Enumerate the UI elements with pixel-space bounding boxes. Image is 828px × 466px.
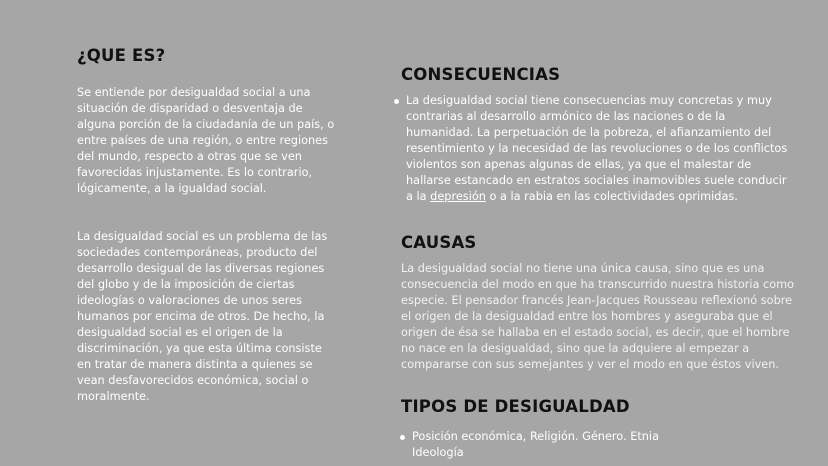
tipos-line-1: Posición económica, Religión. Género. Etnia	[412, 430, 659, 443]
consecuencias-list-item	[394, 93, 788, 205]
que-es-paragraph-2: La desigualdad social es un problema de las sociedades contemporáneas, producto del desarrollo desigual de las diversas regiones del globo y de la imposición de ciertas ideologías o valoraciones de unos seres humanos por encima de otros. De hecho, la desigualdad social es el origen de la discriminación, ya que esta última consiste en tratar de manera distinta a quienes se vean desfavorecidos económica, social o moralmente.	[77, 230, 328, 403]
tipos-list-item	[400, 429, 800, 461]
consecuencias-text-start: La desigualdad social tiene consecuencias muy concretas y muy contrarias al desarrollo armónico de las naciones o de la humanidad. La perpetuación de la pobreza, el afianzamiento del resentimiento y la necesidad de las revoluciones o de los conflictos violentos son apenas algunas de ellas, ya que el malestar de hallarse estancado en estratos sociales inamovibles suele conducir a la	[406, 94, 788, 203]
consecuencias-text-end: o a la rabia en las colectividades oprimidas.	[485, 190, 738, 203]
tipos-list	[400, 429, 800, 461]
bullet-icon	[394, 99, 399, 104]
que-es-paragraph-1: Se entiende por desigualdad social a una situación de disparidad o desventaja de alguna porción de la ciudadanía de un país, o entre países de una región, o entre regiones del mundo, respecto a otras que se ven favorecidas injustamente. Es lo contrario, lógicamente, a la igualdad social.	[77, 86, 335, 195]
bullet-icon	[400, 435, 405, 440]
depresion-link[interactable]: depresión	[430, 190, 486, 203]
consecuencias-heading: CONSECUENCIAS	[401, 65, 561, 84]
tipos-heading: TIPOS DE DESIGUALDAD	[401, 397, 630, 416]
causas-paragraph: La desigualdad social no tiene una única causa, sino que es una consecuencia del modo en que ha transcurrido nuestra historia como especie. El pensador francés Jean-Jacques Rousseau reflexionó sobre el origen de la desigualdad entre los hombres y aseguraba que el origen de ésa se hallaba en el estado social, es decir, que el hombre no nace en la desigualdad, sino que la adquiere al empezar a compararse con sus semejantes y ver el modo en que éstos viven.	[401, 262, 795, 371]
que-es-heading: ¿QUE ES?	[77, 46, 166, 65]
causas-heading: CAUSAS	[401, 233, 477, 252]
consecuencias-list	[394, 93, 788, 205]
tipos-line-2: Ideología	[412, 446, 464, 459]
